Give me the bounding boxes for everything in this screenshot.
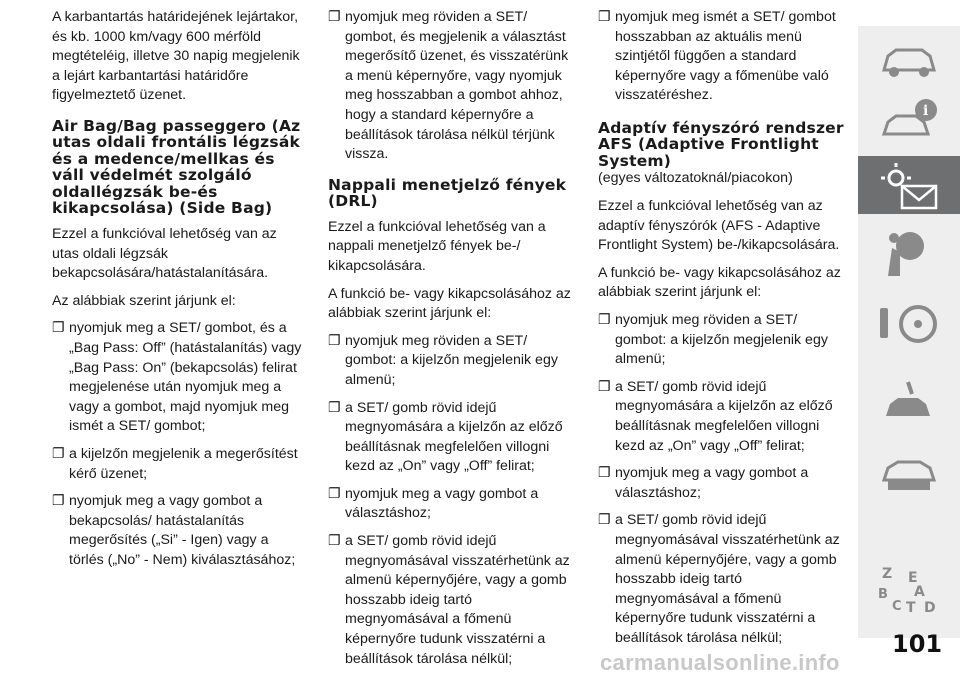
info-car-icon (878, 96, 940, 146)
paragraph: A funkció be- vagy kikapcsolásához az alábbiak szerint járjunk el: (328, 285, 571, 322)
tab-index[interactable] (858, 556, 960, 614)
list-item-text: nyomjuk meg röviden a SET/ gombot, és megjelenik a választást megerősítő üzenet, és visszatérünk a menü képernyőre, vagy nyomjuk meg hosszabban a gombot ahhoz, hogy a standard képernyőre a beállítások tárolása nélkül térjünk vissza. (345, 9, 569, 163)
list-item (52, 319, 302, 437)
airbag-icon (878, 226, 940, 280)
list-item (328, 485, 578, 524)
checkbox-bullet-icon: ❐ (52, 493, 65, 510)
list-item (598, 511, 848, 648)
list-item (52, 492, 302, 570)
tab-info[interactable] (858, 92, 960, 150)
list-item (598, 8, 848, 106)
checkbox-bullet-icon: ❐ (598, 465, 611, 482)
svg-text:B: B (878, 587, 888, 602)
checkbox-bullet-icon: ❐ (328, 485, 341, 502)
list-item (328, 8, 578, 165)
page-number: 101 (892, 630, 943, 658)
list-item-text: nyomjuk meg ismét a SET/ gombot hosszabban az aktuális menü szintjétől függően a standard képernyőre vagy a főmenübe való visszatéréshez. (615, 9, 836, 104)
paragraph: Ezzel a funkcióval lehetőség van a nappali menetjelző fények be-/ kikapcsolására. (328, 218, 546, 274)
car-icon (878, 36, 940, 86)
column-right (598, 8, 848, 657)
tab-emergency[interactable] (858, 372, 960, 430)
section-heading-afs: Adaptív fényszóró rendszer AFS (Adaptive Frontlight System) (598, 118, 844, 170)
svg-text:T: T (906, 600, 916, 614)
subheading-note: (egyes változatoknál/piacokon) (598, 170, 793, 187)
chapter-sidebar (858, 26, 960, 638)
column-left (52, 8, 302, 578)
checkbox-bullet-icon: ❐ (328, 399, 341, 416)
checkbox-bullet-icon: ❐ (52, 320, 65, 337)
list-item (328, 532, 578, 669)
column-middle (328, 8, 578, 677)
checkbox-bullet-icon: ❐ (328, 533, 341, 550)
section-heading-drl: Nappali menetjelző fények (DRL) (328, 175, 567, 211)
checkbox-bullet-icon: ❐ (598, 378, 611, 395)
list-item (52, 445, 302, 484)
checkbox-bullet-icon: ❐ (598, 312, 611, 329)
tab-driving[interactable] (858, 296, 960, 354)
paragraph: A karbantartás határidejének lejártakor, és kb. 1000 km/vagy 600 mérföld megtételéig, illetve 30 napig megjelenik a lejárt karbantartási határidőre figyelmeztető üzenet. (52, 9, 300, 104)
list-item-text: nyomjuk meg a vagy gombot a választáshoz; (345, 485, 539, 522)
paragraph: Ezzel a funkcióval lehetőség van az adaptív fényszórók (AFS - Adaptive Frontlight System) be-/kikapcsolására. (598, 198, 840, 254)
list-item-text: a kijelzőn megjelenik a megerősítést kérő üzenet; (69, 445, 298, 482)
list-item-text: nyomjuk meg röviden a SET/ gombot: a kijelzőn megjelenik egy almenü; (615, 312, 828, 368)
svg-text:A: A (914, 584, 925, 600)
list-item (598, 464, 848, 503)
section-heading-airbag: Air Bag/Bag passeggero (Az utas oldali frontális légzsák és a medence/mellkas és váll védelmét szolgáló oldallégzsák be-és kikapcsolása) (Side Bag) (52, 116, 301, 218)
list-item-text: a SET/ gomb rövid idejű megnyomására a kijelzőn az előző beállításnak megfelelően villogni kezd az „On” vagy „Off” felirat; (345, 399, 563, 475)
dashboard-light-mail-icon (878, 160, 940, 212)
checkbox-bullet-icon: ❐ (328, 332, 341, 349)
list-item-text: nyomjuk meg a vagy gombot a bekapcsolás/ hatástalanítás megerősítés („Si” - Igen) vagy a törlés („No” - Nem) kiválasztásához; (69, 493, 296, 568)
svg-text:Z: Z (882, 566, 893, 582)
list-item-text: a SET/ gomb rövid idejű megnyomására a kijelzőn az előző beállításnak megfelelően villogni kezd az „On” vagy „Off” felirat; (615, 378, 833, 454)
checkbox-bullet-icon: ❐ (52, 445, 65, 462)
tab-dashboard-active[interactable] (858, 156, 960, 214)
list-item (598, 378, 848, 456)
car-front-icon (878, 450, 940, 504)
checkbox-bullet-icon: ❐ (598, 512, 611, 529)
wrench-car-icon (878, 376, 940, 430)
list-item-text: a SET/ gomb rövid idejű megnyomásával visszatérhetünk az almenü képernyőjére, vagy a gomb hosszabb ideig tartó megnyomásával a főmenü képernyőre tudunk visszatérni a beállítások tárolása nélkül; (615, 512, 840, 646)
svg-text:C: C (892, 599, 902, 614)
watermark: carmanualsonline.info (600, 650, 840, 675)
list-item-text: nyomjuk meg a SET/ gombot, és a „Bag Pass: Off” (hatástalanítás) vagy „Bag Pass: On” (bekapcsolás) felirat megjelenése után nyomjuk meg a vagy a gombot, majd nyomjuk meg ismét a SET/ gombot; (69, 320, 302, 435)
list-item-text: a SET/ gomb rövid idejű megnyomásával visszatérhetünk az almenü képernyőjére, vagy a gomb hosszabb ideig tartó megnyomásával a főmenü képernyőre tudunk visszatérni a beállítások tárolása nélkül; (345, 533, 570, 667)
tab-maintenance[interactable] (858, 446, 960, 504)
alphabet-index-icon (878, 560, 940, 614)
list-item (328, 399, 578, 477)
svg-text:D: D (924, 600, 936, 614)
checkbox-bullet-icon: ❐ (598, 9, 611, 25)
paragraph: Ezzel a funkcióval lehetőség van az utas oldali légzsák bekapcsolására/hatástalanítására. (52, 225, 277, 282)
svg-text:i: i (923, 103, 929, 119)
paragraph: Az alábbiak szerint járjunk el: (52, 292, 236, 309)
list-item-text: nyomjuk meg röviden a SET/ gombot: a kijelzőn megjelenik egy almenü; (345, 332, 558, 388)
checkbox-bullet-icon: ❐ (328, 9, 341, 25)
svg-text:E: E (908, 570, 918, 586)
list-item (598, 311, 848, 370)
tab-car[interactable] (858, 32, 960, 90)
key-steering-icon (878, 300, 940, 354)
paragraph: A funkció be- vagy kikapcsolásához az alábbiak szerint járjunk el: (598, 264, 841, 301)
list-item-text: nyomjuk meg a vagy gombot a választáshoz; (615, 465, 809, 501)
tab-safety[interactable] (858, 222, 960, 280)
list-item (328, 332, 578, 391)
